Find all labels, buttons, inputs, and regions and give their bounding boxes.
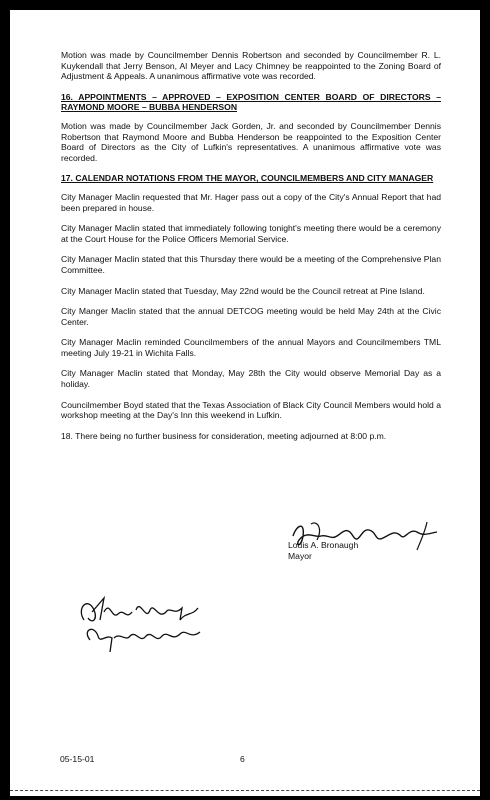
- comprehensive-plan-paragraph: City Manager Maclin stated that this Thursday there would be a meeting of the Comprehensive Plan Committee.: [61, 254, 441, 275]
- adjournment-paragraph: 18. There being no further business for consideration, meeting adjourned at 8:00 p.m.: [61, 430, 387, 441]
- detcog-paragraph: City Manger Maclin stated that the annual DETCOG meeting would be held May 24th at the Civic Center.: [61, 306, 441, 327]
- item-16-heading: 16. APPOINTMENTS – APPROVED – EXPOSITION CENTER BOARD OF DIRECTORS – RAYMOND MOORE – BUBBA HENDERSON: [61, 91, 441, 113]
- motion-exposition-paragraph: Motion was made by Councilmember Jack Gorden, Jr. and seconded by Councilmember Dennis Robertson that Raymond Moore and Bubba Henderson be reappointed to the Exposition Center Board of Directors as the City of Lufkin's representatives. A unanimous affirmative vote was recorded.: [61, 120, 441, 163]
- mayor-name: Louis A. Bronaugh: [288, 540, 359, 550]
- bottom-scan-line: [10, 790, 480, 792]
- minutes-body: [61, 50, 441, 451]
- annual-report-paragraph: City Manager Maclin requested that Mr. Hager pass out a copy of the City's Annual Report that had been prepared in house.: [61, 191, 441, 213]
- city-secretary-signature: [70, 590, 220, 660]
- item-17-heading: 17. CALENDAR NOTATIONS FROM THE MAYOR, COUNCILMEMBERS AND CITY MANAGER: [61, 173, 434, 184]
- tml-paragraph: City Manager Maclin reminded Councilmembers of the annual Mayors and Councilmembers TML meeting July 19-21 in Wichita Falls.: [61, 337, 441, 358]
- footer-date: 05-15-01: [60, 754, 95, 764]
- ceremony-paragraph: City Manager Maclin stated that immediately following tonight's meeting there would be a ceremony at the Court House for the Police Officers Memorial Service.: [61, 223, 441, 244]
- minutes-page: [10, 10, 480, 796]
- mayor-signature-block: [288, 540, 358, 561]
- retreat-paragraph: City Manager Maclin stated that Tuesday, May 22nd would be the Council retreat at Pine Island.: [61, 285, 425, 296]
- workshop-paragraph: Councilmember Boyd stated that the Texas Association of Black City Council Members would hold a workshop meeting at the Day's Inn this weekend in Lufkin.: [61, 399, 441, 421]
- memorial-day-paragraph: City Manager Maclin stated that Monday, May 28th the City would observe Memorial Day as a holiday.: [61, 368, 441, 390]
- mayor-title: Mayor: [288, 550, 312, 561]
- page-number: 6: [240, 754, 245, 764]
- motion-zoning-paragraph: Motion was made by Councilmember Dennis Robertson and seconded by Councilmember R. L. Kuykendall that Jerry Benson, Al Meyer and Lacy Chimney be reappointed to the Zoning Board of Adjustment & Appeals. A unanimous affirmative vote was recorded.: [61, 50, 441, 82]
